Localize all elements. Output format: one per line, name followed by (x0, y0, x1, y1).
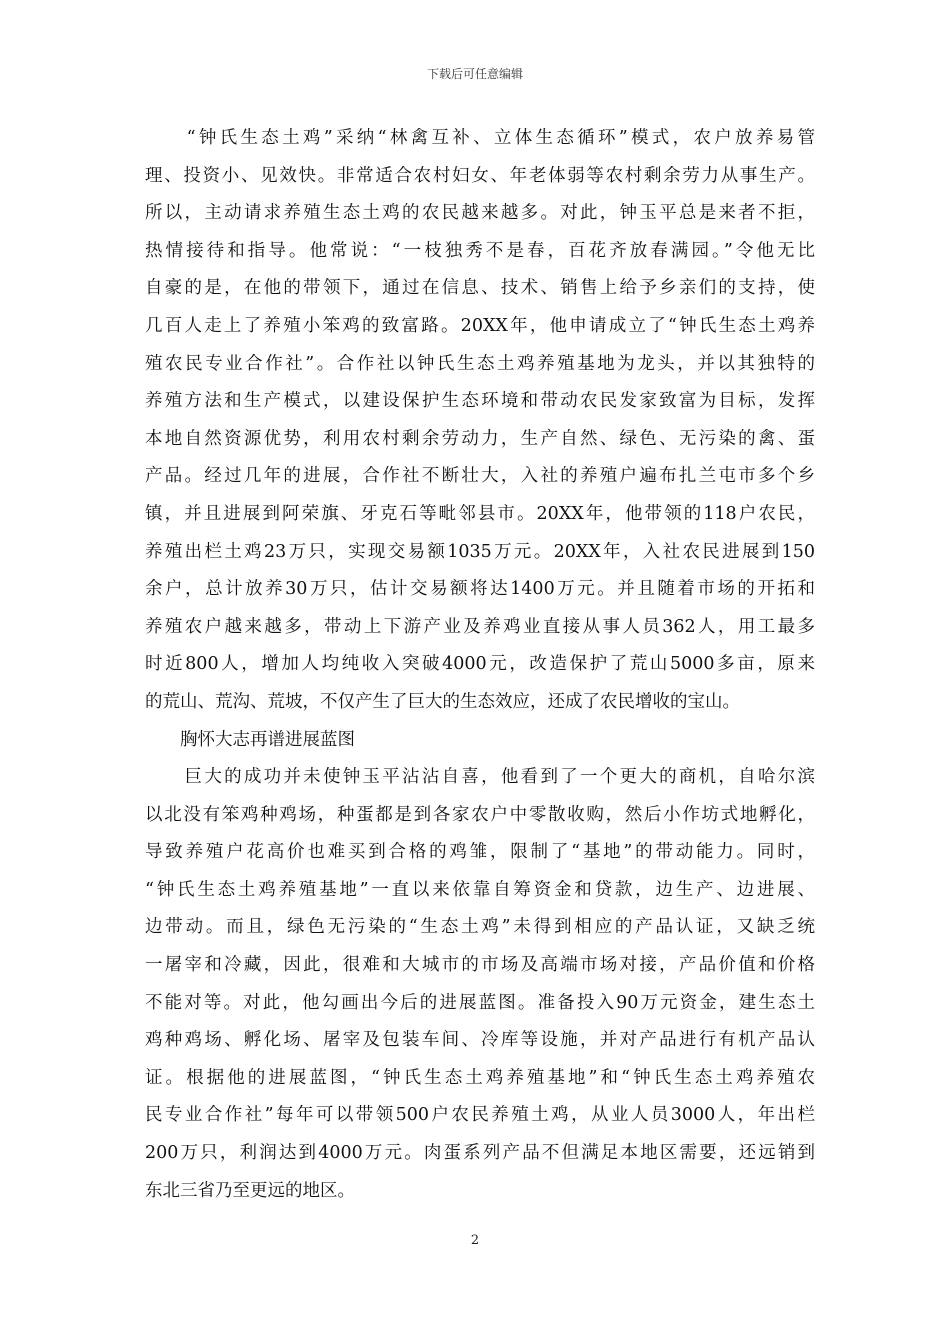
text-line: 巨大的成功并未使钟玉平沾沾自喜，他看到了一个更大的商机，自哈尔滨 (145, 767, 815, 788)
text-line: 一屠宰和冷藏，因此，很难和大城市的市场及高端市场对接，产品价值和价格 (145, 955, 815, 976)
text-line: 200万只，利润达到4000万元。肉蛋系列产品不但满足本地区需要，还远销到 (145, 1143, 815, 1164)
text-line: 时近800人，增加人均纯收入突破4000元，改造保护了荒山5000多亩，原来 (145, 654, 815, 675)
text-line: 导致养殖户花高价也难买到合格的鸡雏，限制了“基地”的带动能力。同时， (145, 842, 815, 863)
page-number: 2 (470, 1233, 480, 1248)
text-line: 余户，总计放养30万只，估计交易额将达1400万元。并且随着市场的开拓和 (145, 579, 815, 600)
text-line: 鸡种鸡场、孵化场、屠宰及包装车间、冷库等设施，并对产品进行有机产品认 (145, 1030, 815, 1051)
text-line: 边带动。而且，绿色无污染的“生态土鸡”未得到相应的产品认证，又缺乏统 (145, 917, 815, 938)
text-line: 理、投资小、见效快。非常适合农村妇女、年老体弱等农村剩余劳力从事生产。 (145, 165, 815, 186)
text-line: 自豪的是，在他的带领下，通过在信息、技术、销售上给予乡亲们的支持，使 (145, 278, 815, 299)
text-line: “钟氏生态土鸡养殖基地”一直以来依靠自筹资金和贷款，边生产、边进展、 (145, 879, 815, 900)
text-line: 证。根据他的进展蓝图，“钟氏生态土鸡养殖基地”和“钟氏生态土鸡养殖农 (145, 1067, 815, 1088)
document-body (145, 120, 815, 1210)
page-header (0, 66, 950, 82)
text-line: 民专业合作社”每年可以带领500户农民养殖土鸡，从业人员3000人，年出栏 (145, 1105, 815, 1126)
text-line: 以北没有笨鸡种鸡场，种蛋都是到各家农户中零散收购，然后小作坊式地孵化， (145, 804, 815, 825)
text-line: 东北三省乃至更远的地区。 (145, 1180, 355, 1201)
text-line: 镇，并且进展到阿荣旗、牙克石等毗邻县市。20XX年，他带领的118户农民， (145, 503, 815, 524)
text-line: 养殖出栏土鸡23万只，实现交易额1035万元。20XX年，入社农民进展到150 (145, 541, 815, 562)
text-line: 几百人走上了养殖小笨鸡的致富路。20XX年，他申请成立了“钟氏生态土鸡养 (145, 315, 815, 336)
text-line: 养殖农户越来越多，带动上下游产业及养鸡业直接从事人员362人，用工最多 (145, 616, 815, 637)
text-line: 热情接待和指导。他常说：“一枝独秀不是春，百花齐放春满园。”令他无比 (145, 240, 815, 261)
text-line: 不能对等。对此，他勾画出今后的进展蓝图。准备投入90万元资金，建生态土 (145, 992, 815, 1013)
text-line: 产品。经过几年的进展，合作社不断壮大，入社的养殖户遍布扎兰屯市多个乡 (145, 466, 815, 487)
header-note: 下载后可任意编辑 (426, 67, 523, 81)
text-line: “钟氏生态土鸡”采纳“林禽互补、立体生态循环”模式，农户放养易管 (145, 128, 815, 148)
text-line: 本地自然资源优势，利用农村剩余劳动力，生产自然、绿色、无污染的禽、蛋 (145, 428, 815, 449)
text-line: 养殖方法和生产模式，以建设保护生态环境和带动农民发家致富为目标，发挥 (145, 391, 815, 412)
section-heading: 胸怀大志再谱进展蓝图 (145, 729, 355, 750)
text-line: 所以，主动请求养殖生态土鸡的农民越来越多。对此，钟玉平总是来者不拒， (145, 203, 815, 224)
text-line: 的荒山、荒沟、荒坡，不仅产生了巨大的生态效应，还成了农民增收的宝山。 (145, 691, 740, 712)
text-line: 殖农民专业合作社”。合作社以钟氏生态土鸡养殖基地为龙头，并以其独特的 (145, 353, 815, 374)
